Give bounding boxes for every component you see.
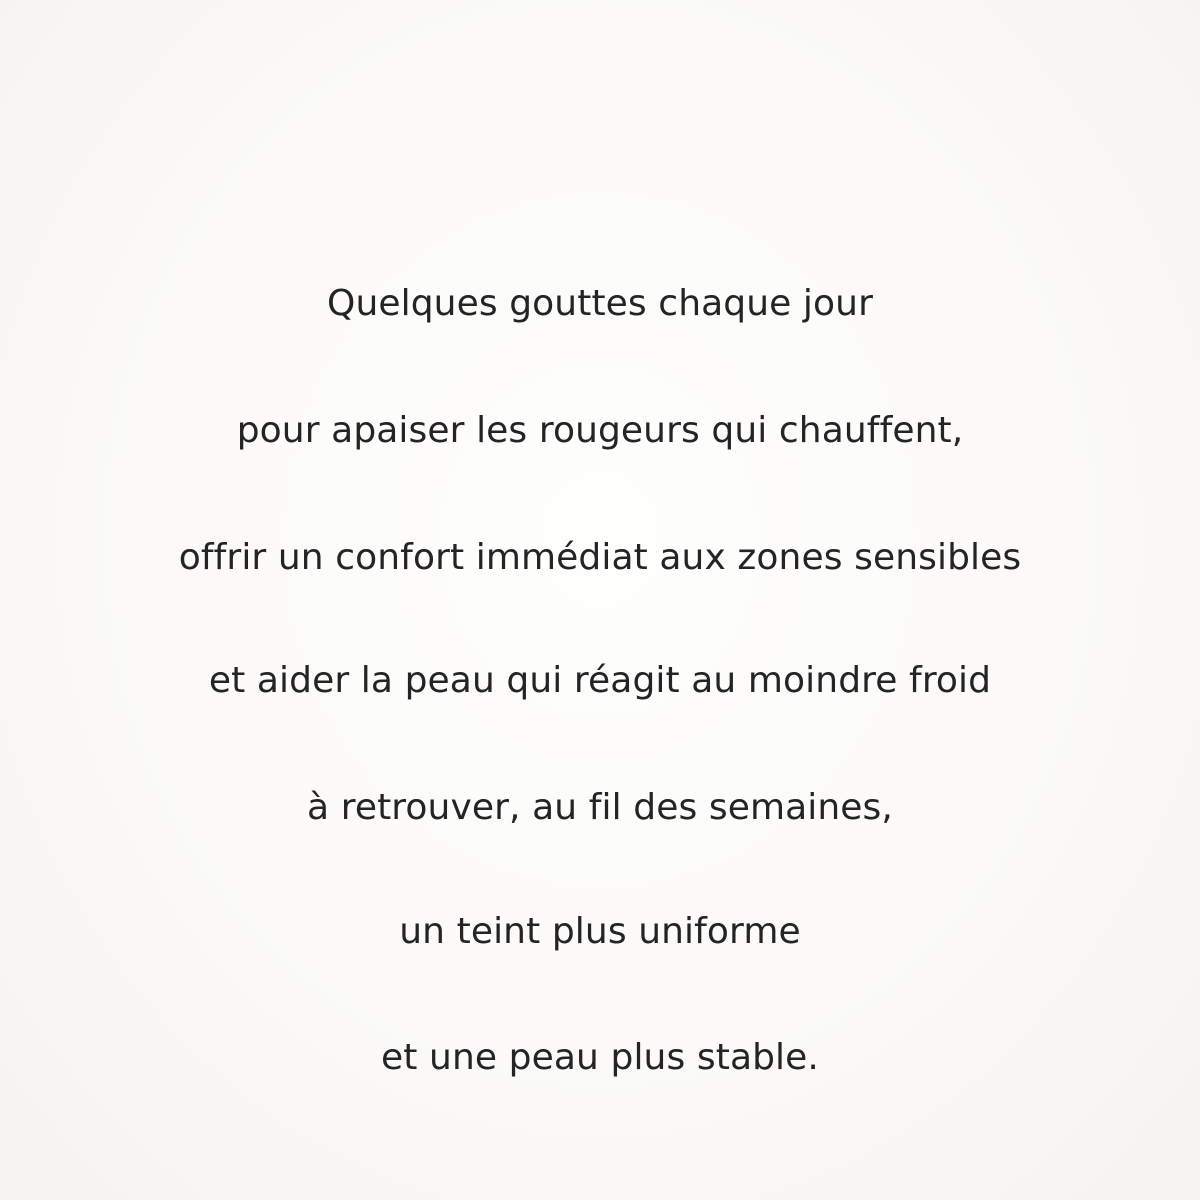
poem-line-3: offrir un confort immédiat aux zones sensibles (178, 537, 1022, 578)
poem-line-7: et une peau plus stable. (381, 1037, 819, 1078)
poem-line-4: et aider la peau qui réagit au moindre froid (208, 660, 992, 701)
poem-line-5: à retrouver, au fil des semaines, (307, 787, 893, 828)
poem-line-6: un teint plus uniforme (399, 911, 801, 952)
poem-line-2: pour apaiser les rougeurs qui chauffent, (236, 410, 964, 451)
poem-line-1: Quelques gouttes chaque jour (327, 283, 873, 324)
